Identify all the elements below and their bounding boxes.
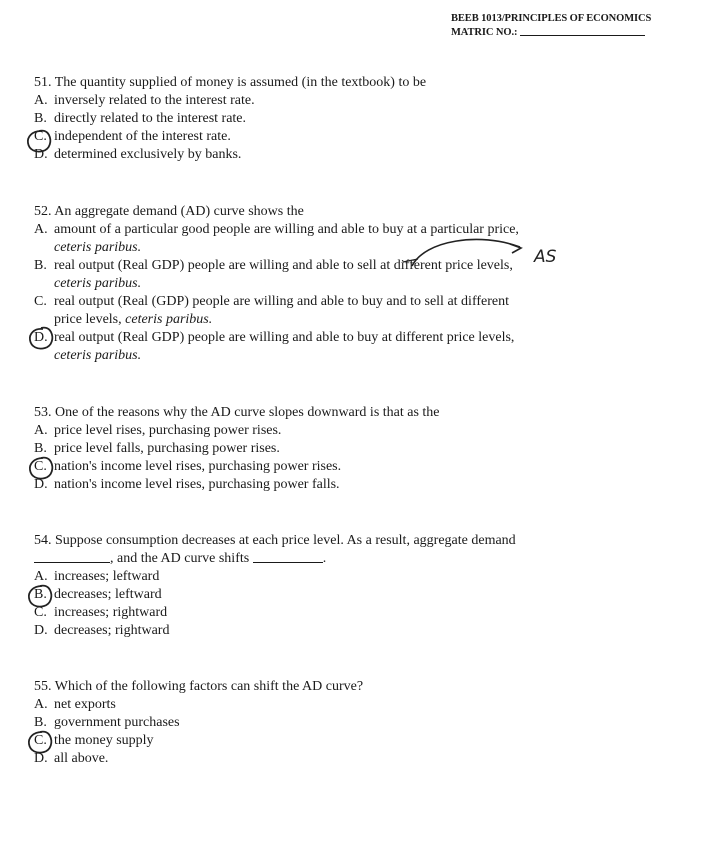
option-d[interactable]: D. nation's income level rises, purchasing power falls. — [34, 477, 340, 492]
question-53 — [34, 404, 634, 494]
option-d[interactable]: D. real output (Real GDP) people are willing and able to buy at different price levels, ceteris paribus. — [34, 330, 515, 363]
option-b[interactable]: B. decreases; leftward — [34, 587, 162, 602]
option-b[interactable]: B. directly related to the interest rate. — [34, 111, 247, 126]
question-stem: 55. Which of the following factors can shift the AD curve? — [34, 679, 364, 694]
option-c[interactable]: C. the money supply — [34, 733, 154, 748]
exam-header — [451, 12, 651, 40]
question-stem: 52. An aggregate demand (AD) curve shows the — [34, 204, 304, 219]
option-d[interactable]: D. all above. — [34, 751, 109, 766]
question-stem: 51. The quantity supplied of money is assumed (in the textbook) to be — [34, 75, 427, 90]
option-a[interactable]: A. amount of a particular good people are willing and able to buy at a particular price, ceteris paribus. — [34, 222, 519, 255]
option-c[interactable]: C. nation's income level rises, purchasing power rises. — [34, 459, 342, 474]
answer-blank-1 — [34, 562, 110, 563]
question-52 — [34, 203, 634, 365]
option-a[interactable]: A. inversely related to the interest rate. — [34, 93, 255, 108]
question-54 — [34, 532, 634, 640]
matric-blank — [520, 35, 645, 36]
question-55 — [34, 678, 634, 768]
answer-blank-2 — [253, 562, 323, 563]
option-b[interactable]: B. price level falls, purchasing power rises. — [34, 441, 280, 456]
option-d[interactable]: D. decreases; rightward — [34, 623, 170, 638]
option-c[interactable]: C. increases; rightward — [34, 605, 168, 620]
question-stem: 53. One of the reasons why the AD curve slopes downward is that as the — [34, 405, 440, 420]
question-51 — [34, 74, 634, 164]
matric-field — [451, 26, 651, 40]
question-stem: 54. Suppose consumption decreases at each price level. As a result, aggregate demand — [34, 533, 516, 548]
matric-label: MATRIC NO.: — [451, 27, 518, 38]
option-a[interactable]: A. net exports — [34, 697, 116, 712]
option-c[interactable]: C. independent of the interest rate. — [34, 129, 231, 144]
course-title: BEEB 1013/PRINCIPLES OF ECONOMICS — [451, 13, 652, 24]
option-c[interactable]: C. real output (Real (GDP) people are willing and able to buy and to sell at different price levels, ceteris paribus. — [34, 294, 509, 327]
option-b[interactable]: B. government purchases — [34, 715, 180, 730]
option-a[interactable]: A. increases; leftward — [34, 569, 160, 584]
option-d[interactable]: D. determined exclusively by banks. — [34, 147, 242, 162]
option-b[interactable]: B. real output (Real GDP) people are willing and able to sell at different price levels, ceteris paribus. — [34, 258, 513, 291]
question-stem-line2: , and the AD curve shifts . — [34, 550, 634, 568]
handwritten-annotation: AS — [534, 247, 557, 267]
option-a[interactable]: A. price level rises, purchasing power rises. — [34, 423, 282, 438]
